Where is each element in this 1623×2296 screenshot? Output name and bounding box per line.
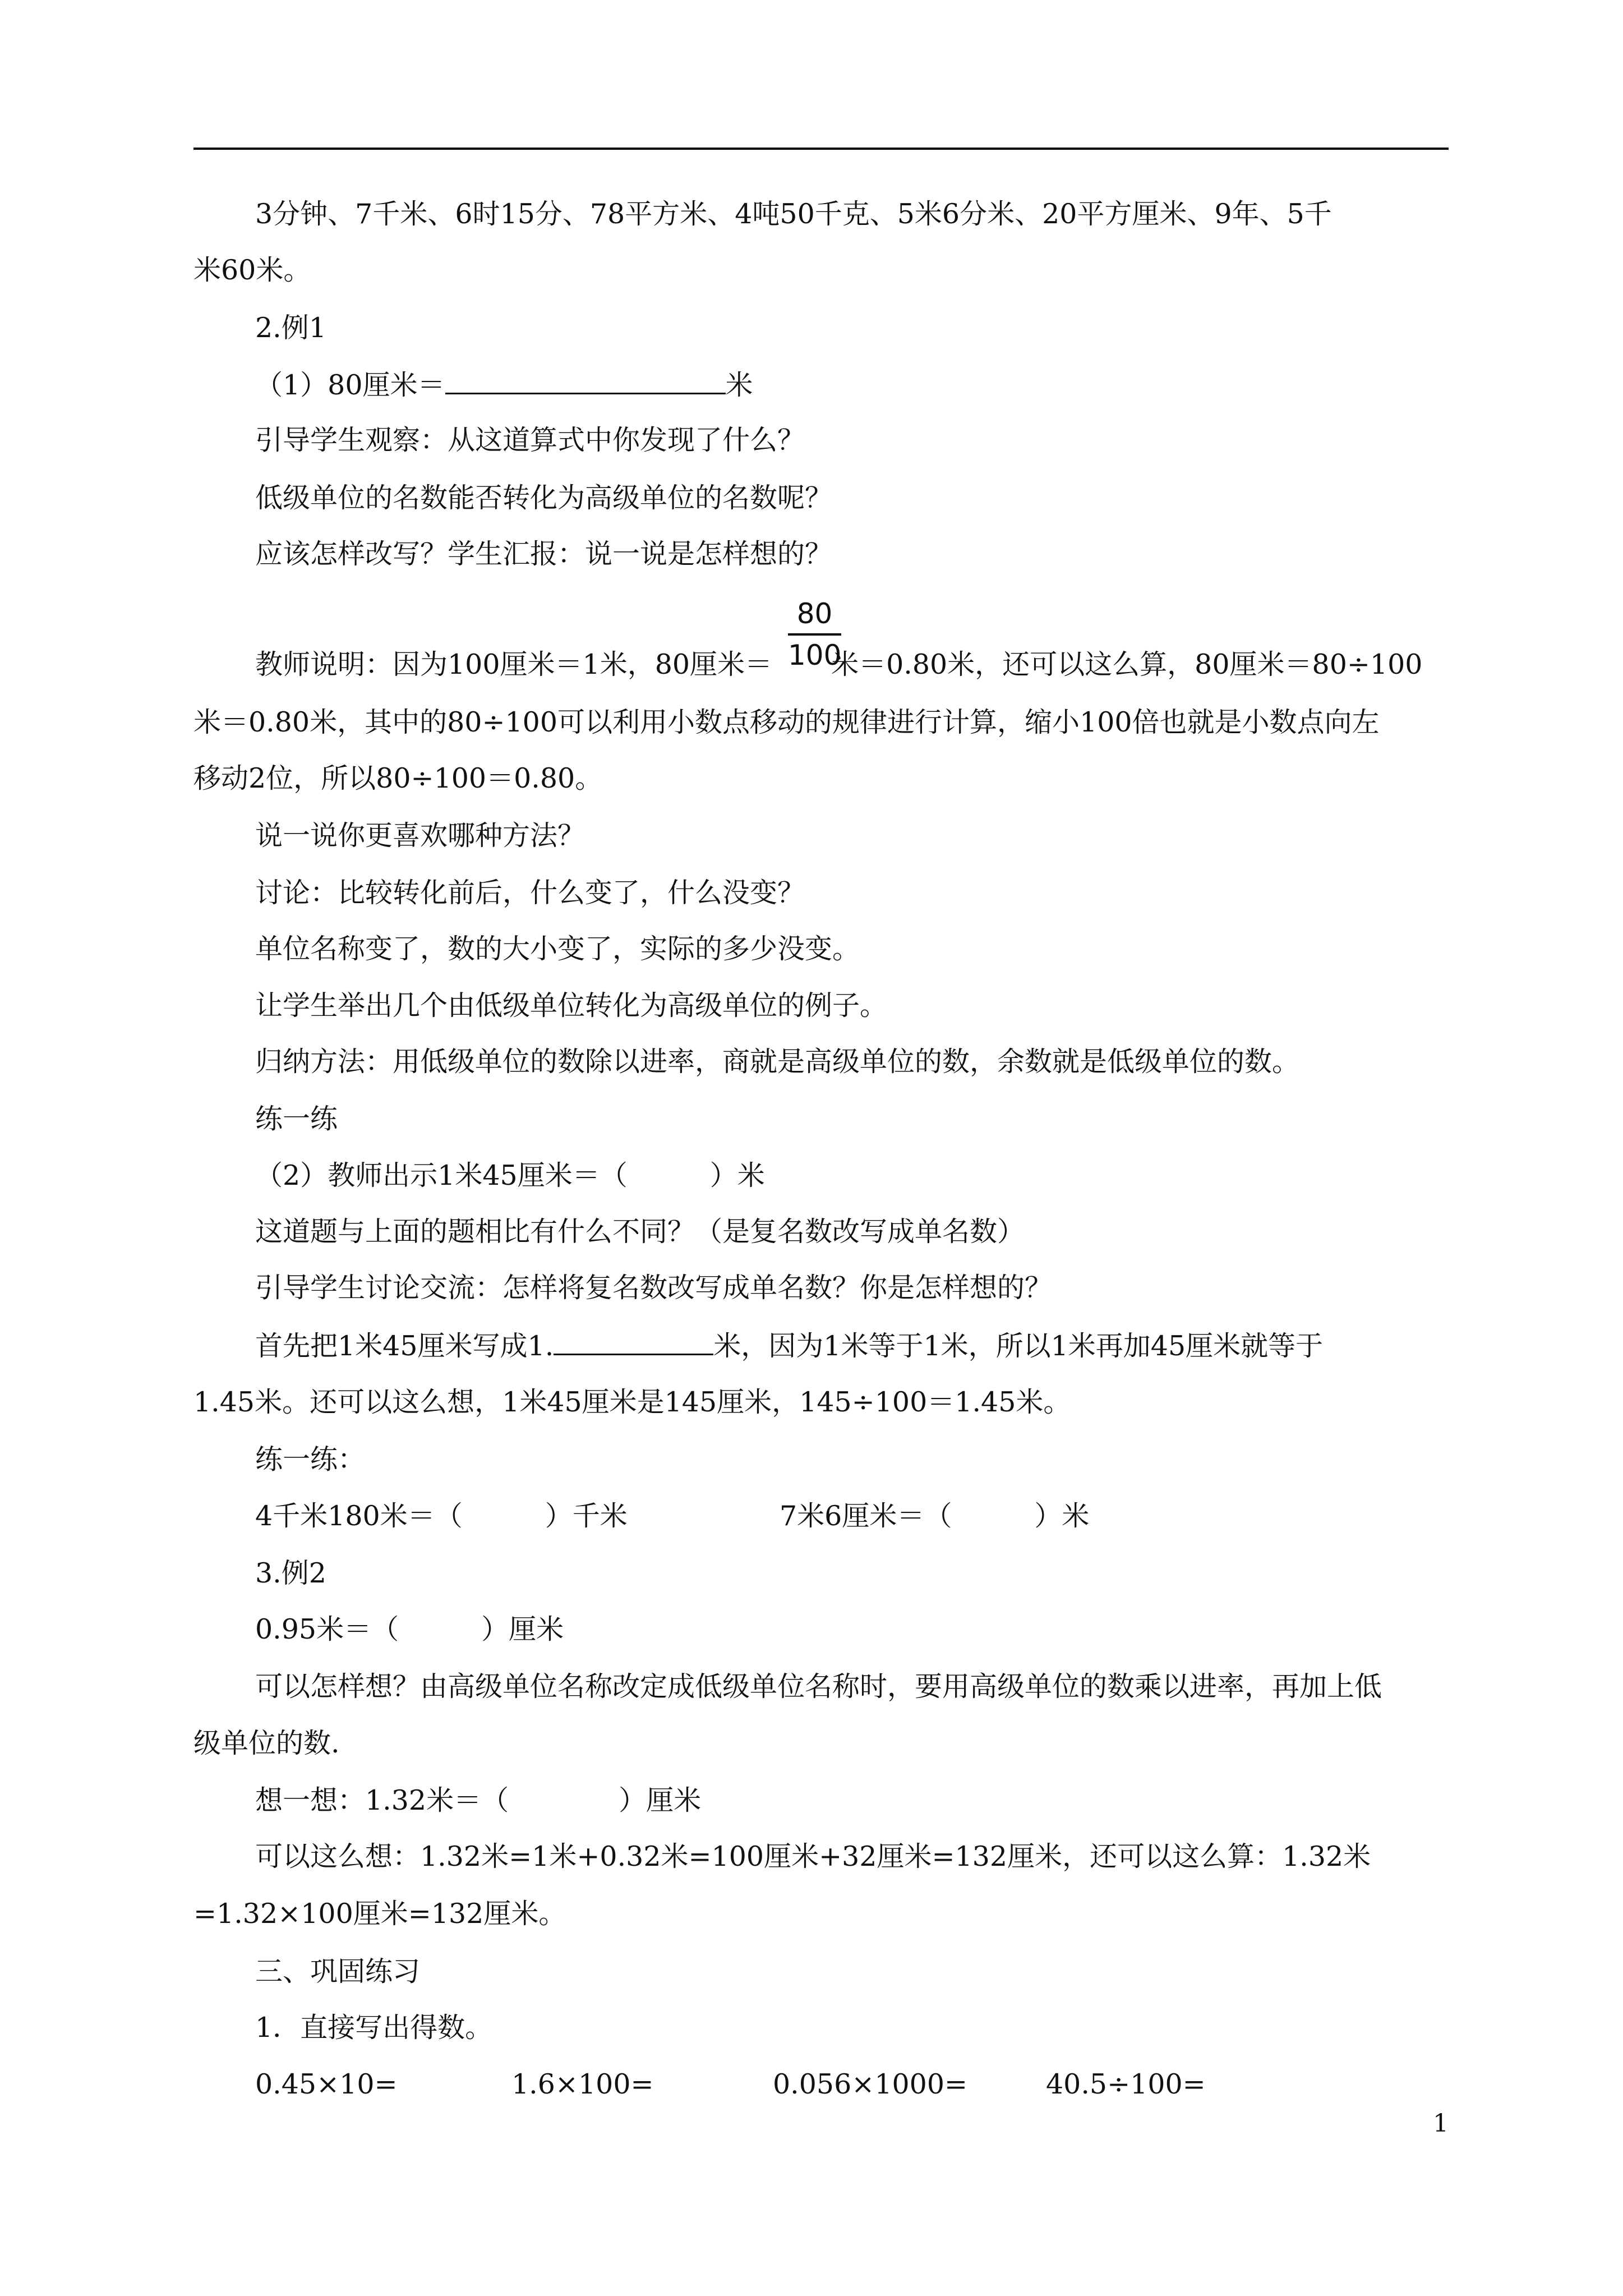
- equation-text: （1）80厘米＝: [255, 369, 445, 401]
- text-line: 归纳方法：用低级单位的数除以进率，商就是高级单位的数，余数就是低级单位的数。: [255, 1046, 1300, 1078]
- section-heading: 三、巩固练习: [255, 1955, 421, 1987]
- text-line: 练一练: [255, 1103, 338, 1135]
- text-line: 1.45米。还可以这么想，1米45厘米是145厘米，145÷100＝1.45米。: [193, 1386, 1071, 1418]
- exercise-item: 0.45×10=: [255, 2068, 398, 2100]
- text-line: 移动2位，所以80÷100＝0.80。: [193, 762, 603, 794]
- text-line: 低级单位的名数能否转化为高级单位的名数呢？: [255, 482, 833, 514]
- text-segment: 教师说明：因为100厘米＝1米，80厘米＝: [255, 648, 773, 680]
- header-rule: [193, 148, 1449, 150]
- text-line: 说一说你更喜欢哪种方法？: [255, 820, 585, 852]
- text-line: （2）教师出示1米45厘米＝（ ）米: [255, 1159, 765, 1191]
- text-line: 米＝0.80米，其中的80÷100可以利用小数点移动的规律进行计算，缩小100倍也就是小数点向左: [193, 706, 1380, 738]
- text-line: [255, 648, 1422, 682]
- fraction-numerator: 80: [796, 597, 833, 630]
- exercise-item: 0.056×1000=: [773, 2068, 968, 2100]
- text-line: 可以怎样想？由高级单位名称改定成低级单位名称时，要用高级单位的数乘以进率，再加上低: [255, 1671, 1382, 1703]
- text-line: 引导学生讨论交流：怎样将复名数改写成单名数？你是怎样想的？: [255, 1272, 1053, 1304]
- text-line: =1.32×100厘米=132厘米。: [193, 1898, 566, 1930]
- section-heading: 3.例2: [255, 1557, 326, 1589]
- text-line: 3分钟、7千米、6时15分、78平方米、4吨50千克、5米6分米、20平方厘米、9年、5千: [255, 198, 1332, 230]
- text-line: 应该怎样改写？学生汇报：说一说是怎样想的？: [255, 538, 833, 570]
- fraction-bar: [788, 633, 841, 636]
- fraction-denominator: 100: [788, 639, 842, 671]
- text-line: 练一练：: [255, 1443, 366, 1475]
- text-line: 单位名称变了，数的大小变了，实际的多少没变。: [255, 933, 860, 965]
- text-line: [255, 1329, 1323, 1363]
- unit-text: 米: [725, 369, 753, 401]
- text-line: 米60米。: [193, 254, 311, 286]
- section-heading: 2.例1: [255, 312, 326, 344]
- answer-blank: [554, 1354, 713, 1355]
- text-line: [255, 369, 753, 402]
- page-number: 1: [1433, 2109, 1449, 2138]
- text-segment: 米＝0.80米，还可以这么算，80厘米＝80÷100: [831, 648, 1423, 680]
- exercise-item: 1.6×100=: [511, 2068, 654, 2100]
- exercise-item: 40.5÷100=: [1046, 2068, 1206, 2100]
- text-line: 1．直接写出得数。: [255, 2012, 493, 2044]
- exercise-item: 4千米180米＝（ ）千米: [255, 1500, 628, 1532]
- text-segment: 米，因为1米等于1米，所以1米再加45厘米就等于: [713, 1330, 1324, 1362]
- text-line: 0.95米＝（ ）厘米: [255, 1613, 564, 1645]
- text-line: 可以这么想：1.32米=1米+0.32米=100厘米+32厘米=132厘米，还可以这么算：1.32米: [255, 1841, 1371, 1872]
- text-line: 级单位的数.: [193, 1727, 340, 1759]
- text-line: 引导学生观察：从这道算式中你发现了什么？: [255, 424, 805, 456]
- text-line: 让学生举出几个由低级单位转化为高级单位的例子。: [255, 990, 888, 1022]
- text-line: 讨论：比较转化前后，什么变了，什么没变？: [255, 877, 805, 909]
- text-line: 这道题与上面的题相比有什么不同？（是复名数改写成单名数）: [255, 1216, 1025, 1248]
- text-line: 想一想：1.32米＝（ ）厘米: [255, 1784, 702, 1816]
- exercise-item: 7米6厘米＝（ ）米: [780, 1500, 1090, 1532]
- answer-blank: [445, 393, 726, 394]
- text-segment: 首先把1米45厘米写成1.: [255, 1330, 554, 1362]
